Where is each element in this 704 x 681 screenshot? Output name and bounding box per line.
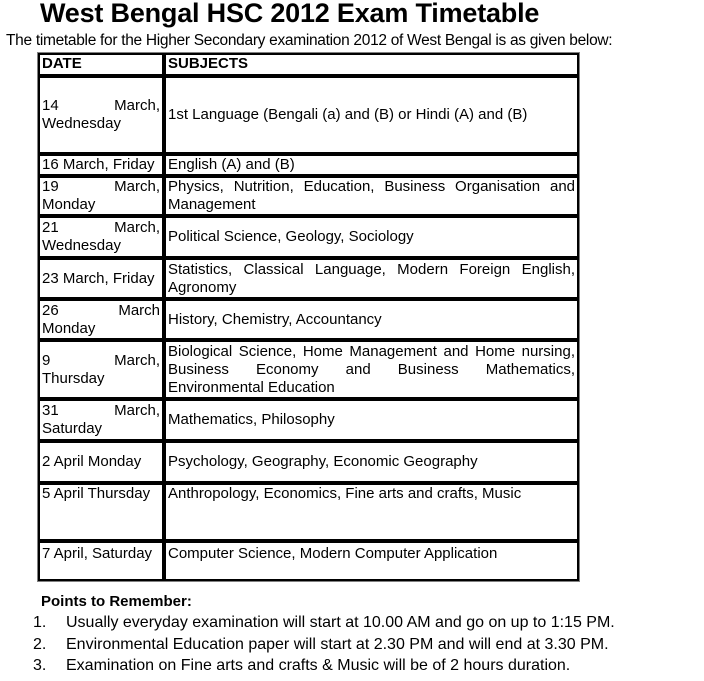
table-row — [38, 76, 579, 154]
row-date: 31 March, Saturday — [38, 399, 164, 441]
row-date: 9 March, Thursday — [38, 340, 164, 399]
table-row — [38, 258, 579, 299]
point-text: Environmental Education paper will start at 2.30 PM and will end at 3.30 PM. — [66, 635, 609, 653]
list-item — [33, 655, 615, 677]
header-subjects: SUBJECTS — [164, 53, 579, 76]
row-subjects: Psychology, Geography, Economic Geography — [164, 441, 579, 483]
table-row — [38, 216, 579, 258]
row-date: 19 March, Monday — [38, 176, 164, 216]
list-item — [33, 612, 615, 634]
table-row — [38, 441, 579, 483]
table-row — [38, 176, 579, 216]
row-subjects: Anthropology, Economics, Fine arts and crafts, Music — [164, 483, 579, 541]
table-row — [38, 483, 579, 541]
row-date: 7 April, Saturday — [38, 541, 164, 581]
table-row — [38, 154, 579, 176]
point-text: Examination on Fine arts and crafts & Music will be of 2 hours duration. — [66, 657, 571, 674]
row-subjects: Mathematics, Philosophy — [164, 399, 579, 441]
table-row — [38, 399, 579, 441]
row-date: 21 March, Wednesday — [38, 216, 164, 258]
timetable — [37, 52, 580, 582]
point-number: 2. — [33, 635, 47, 653]
table-header-row — [38, 53, 579, 76]
row-subjects: 1st Language (Bengali (a) and (B) or Hindi (A) and (B) — [164, 76, 579, 154]
row-subjects: Physics, Nutrition, Education, Business Organisation and Management — [164, 176, 579, 216]
row-date: 16 March, Friday — [38, 154, 164, 176]
row-subjects: Political Science, Geology, Sociology — [164, 216, 579, 258]
header-date: DATE — [38, 53, 164, 76]
table-row — [38, 541, 579, 581]
row-subjects: English (A) and (B) — [164, 154, 579, 176]
point-number: 3. — [33, 657, 47, 674]
row-date: 5 April Thursday — [38, 483, 164, 541]
points-list — [33, 612, 615, 677]
list-item — [33, 634, 615, 656]
intro-text: The timetable for the Higher Secondary examination 2012 of West Bengal is as given below: — [6, 32, 613, 49]
row-date: 23 March, Friday — [38, 258, 164, 299]
row-date: 26 March Monday — [38, 299, 164, 340]
row-date: 2 April Monday — [38, 441, 164, 483]
point-text: Usually everyday examination will start at 10.00 AM and go on up to 1:15 PM. — [66, 614, 615, 631]
page-title: West Bengal HSC 2012 Exam Timetable — [40, 0, 540, 28]
points-title: Points to Remember: — [41, 593, 192, 610]
table-row — [38, 299, 579, 340]
row-subjects: History, Chemistry, Accountancy — [164, 299, 579, 340]
row-subjects: Biological Science, Home Management and Home nursing, Business Economy and Business Mathematics, Environmental Education — [164, 340, 579, 399]
row-subjects: Computer Science, Modern Computer Application — [164, 541, 579, 581]
row-subjects: Statistics, Classical Language, Modern Foreign English, Agronomy — [164, 258, 579, 299]
row-date: 14 March, Wednesday — [38, 76, 164, 154]
point-number: 1. — [33, 614, 47, 631]
table-row — [38, 340, 579, 399]
